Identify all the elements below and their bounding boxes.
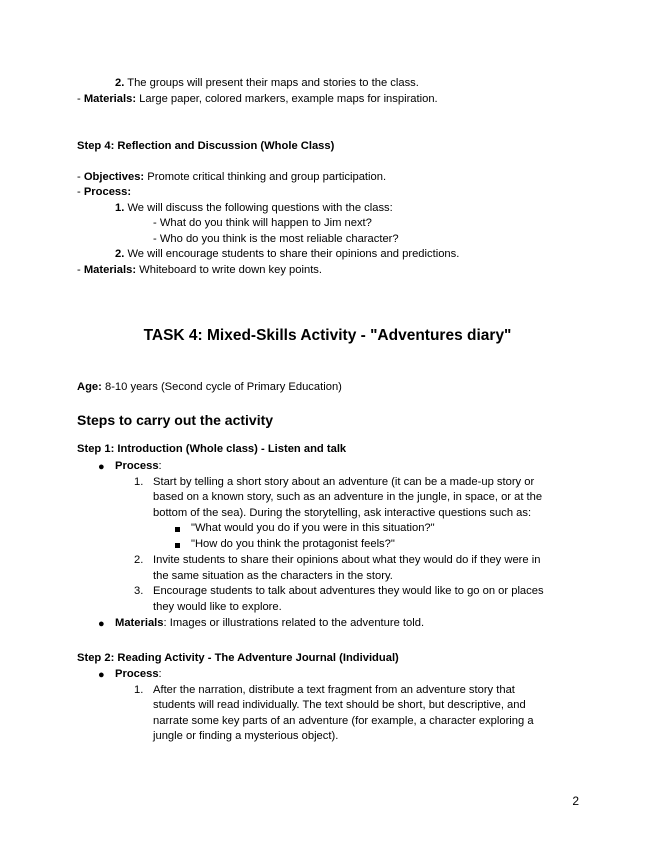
step3-present-item [115, 76, 419, 92]
step3-materials: - Materials: Large paper, colored markers, example maps for inspiration. [77, 93, 438, 105]
age-text: 8-10 years (Second cycle of Primary Education) [101, 381, 342, 393]
t4-step1-process: Process: [115, 460, 162, 472]
list-number: 1. [134, 476, 144, 488]
task-title: TASK 4: Mixed-Skills Activity - "Adventures diary" [143, 327, 512, 344]
process-label: Process [115, 668, 159, 680]
age-label: Age: [77, 381, 102, 393]
step4-objectives: - Objectives: Promote critical thinking and group participation. [77, 171, 387, 183]
t4-step2-item1-line: narrate some key parts of an adventure (for example, a character exploring a [153, 715, 534, 727]
t4-step1-subquestion-2: "How do you think the protagonist feels?" [191, 538, 395, 550]
objectives-text: Promote critical thinking and group participation. [144, 171, 387, 183]
bullet-icon: ● [98, 461, 105, 473]
process-label: Process: [83, 186, 132, 198]
t4-step1-heading: Step 1: Introduction (Whole class) - Listen and talk [77, 443, 347, 455]
list-number: 2. [115, 77, 125, 89]
t4-step1-item2-line: Invite students to share their opinions about what they would do if they were in [153, 554, 541, 566]
t4-step1-item1-line: Start by telling a short story about an adventure (it can be a made-up story or [153, 476, 535, 488]
t4-step2-item1-line: jungle or finding a mysterious object). [153, 730, 339, 742]
step4-process: - Process: [77, 186, 132, 198]
list-number: 2. [134, 554, 144, 566]
t4-step2-item1-line: After the narration, distribute a text fragment from an adventure story that [153, 684, 515, 696]
t4-step1-item1-line: bottom of the sea). During the storytelling, ask interactive questions such as: [153, 507, 532, 519]
t4-step1-materials [115, 616, 424, 632]
step4-item-1 [115, 201, 393, 217]
list-text: The groups will present their maps and stories to the class. [124, 77, 419, 89]
bullet-icon: ● [98, 618, 105, 630]
materials-text: Large paper, colored markers, example maps for inspiration. [136, 93, 438, 105]
step4-heading: Step 4: Reflection and Discussion (Whole Class) [77, 140, 335, 152]
t4-step1-item2-line: the same situation as the characters in the story. [153, 570, 393, 582]
materials-text: Whiteboard to write down key points. [136, 264, 323, 276]
bullet-icon: ● [98, 669, 105, 681]
step4-item-2 [115, 247, 459, 263]
t4-step2-item1-line: students will read individually. The text should be short, but descriptive, and [153, 699, 526, 711]
square-bullet-icon [175, 543, 180, 548]
process-label: Process [115, 460, 159, 472]
list-number: 3. [134, 585, 144, 597]
step4-materials: - Materials: Whiteboard to write down key points. [77, 264, 323, 276]
list-text: We will encourage students to share their opinions and predictions. [124, 248, 460, 260]
step4-question-2: - Who do you think is the most reliable character? [153, 233, 399, 245]
t4-step2-heading: Step 2: Reading Activity - The Adventure Journal (Individual) [77, 652, 399, 664]
t4-step1-item3-line: Encourage students to talk about adventures they would like to go on or places [153, 585, 544, 597]
age-line [77, 380, 342, 396]
list-number: 1. [134, 684, 144, 696]
list-number: 1. [115, 202, 125, 214]
page-number: 2 [572, 794, 579, 808]
t4-step1-item3-line: they would like to explore. [153, 601, 282, 613]
steps-heading: Steps to carry out the activity [77, 412, 274, 428]
t4-step1-item1-line: based on a known story, such as an adventure in the jungle, in space, or at the [153, 491, 543, 503]
materials-text: : Images or illustrations related to the adventure told. [163, 617, 425, 629]
materials-label: Materials: [83, 93, 137, 105]
step4-question-1: - What do you think will happen to Jim next? [153, 217, 372, 229]
materials-label: Materials: [83, 264, 137, 276]
list-text: We will discuss the following questions with the class: [124, 202, 393, 214]
t4-step1-subquestion-1: "What would you do if you were in this situation?" [191, 522, 435, 534]
list-number: 2. [115, 248, 125, 260]
objectives-label: Objectives: [83, 171, 145, 183]
t4-step2-process: Process: [115, 668, 162, 680]
materials-label: Materials [115, 617, 164, 629]
square-bullet-icon [175, 527, 180, 532]
